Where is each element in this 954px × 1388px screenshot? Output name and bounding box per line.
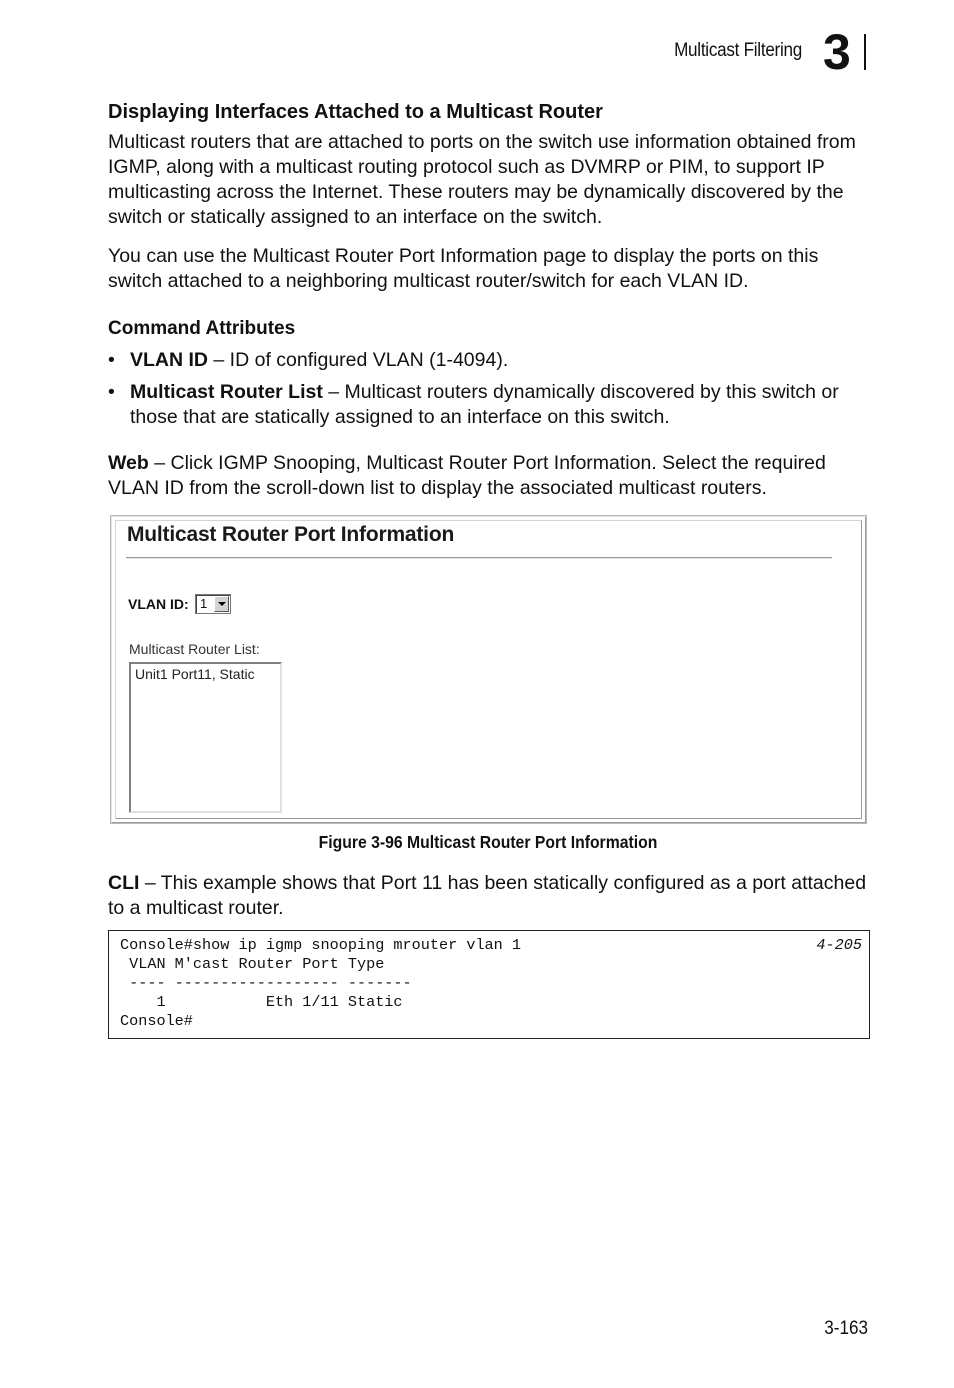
code-line: 1 Eth 1/11 Static: [120, 993, 403, 1011]
vlan-id-select[interactable]: [195, 594, 231, 614]
code-line: ---- ------------------ -------: [120, 974, 412, 992]
multicast-router-listbox[interactable]: [129, 662, 282, 813]
multicast-router-list-label: Multicast Router List:: [129, 641, 260, 657]
bullet-desc: – ID of configured VLAN (1-4094).: [208, 349, 509, 371]
code-line: VLAN M'cast Router Port Type: [120, 955, 385, 973]
figure-caption: Figure 3-96 Multicast Router Port Information: [318, 832, 658, 852]
cli-paragraph: [108, 871, 868, 921]
cli-label: CLI: [108, 872, 140, 894]
bullet-vlan-id: [108, 348, 868, 373]
code-line: Console#show ip igmp snooping mrouter vlan 1: [120, 936, 522, 954]
vlan-id-label: VLAN ID:: [128, 596, 189, 612]
chevron-down-icon[interactable]: [214, 596, 229, 612]
web-paragraph: [108, 451, 868, 501]
figure-title-divider: [126, 557, 832, 558]
usage-paragraph: You can use the Multicast Router Port Information page to display the ports on this switch attached to a neighboring multicast router/switch for each VLAN ID.: [108, 245, 819, 292]
bullet-term: VLAN ID: [130, 349, 208, 371]
list-item[interactable]: Unit1 Port11, Static: [135, 666, 255, 682]
code-line: Console#: [120, 1012, 193, 1030]
bullet-term: Multicast Router List: [130, 381, 323, 403]
cli-reference-link[interactable]: 4-205: [816, 936, 862, 954]
bullet-desc: – Multicast routers dynamically discovered by this switch or those that are statically assigned to an interface on this switch.: [130, 381, 839, 428]
bullet-dot: •: [108, 349, 115, 371]
vlan-id-selected-value: 1: [200, 596, 208, 611]
bullet-multicast-router-list: [108, 380, 868, 430]
web-text: – Click IGMP Snooping, Multicast Router Port Information. Select the required VLAN ID from the scroll-down list to display the associated multicast routers.: [108, 452, 826, 499]
intro-paragraph: Multicast routers that are attached to ports on the switch use information obtained from IGMP, along with a multicast routing protocol such as DVMRP or PIM, to support IP multicasting across the Internet. These routers may be dynamically discovered by the switch or statically assigned to an interface on the switch.: [108, 131, 856, 228]
chapter-number: 3: [823, 24, 851, 80]
bullet-dot: •: [108, 381, 115, 403]
command-attributes-heading: Command Attributes: [108, 318, 296, 339]
web-label: Web: [108, 452, 149, 474]
running-head: Multicast Filtering: [674, 40, 802, 61]
figure-page-title: Multicast Router Port Information: [127, 523, 455, 546]
cli-text: – This example shows that Port 11 has been statically configured as a port attached to a multicast router.: [108, 872, 867, 919]
chapter-rule: [864, 34, 866, 70]
section-title: Displaying Interfaces Attached to a Multicast Router: [108, 101, 603, 123]
page-number: 3-163: [824, 1318, 868, 1339]
